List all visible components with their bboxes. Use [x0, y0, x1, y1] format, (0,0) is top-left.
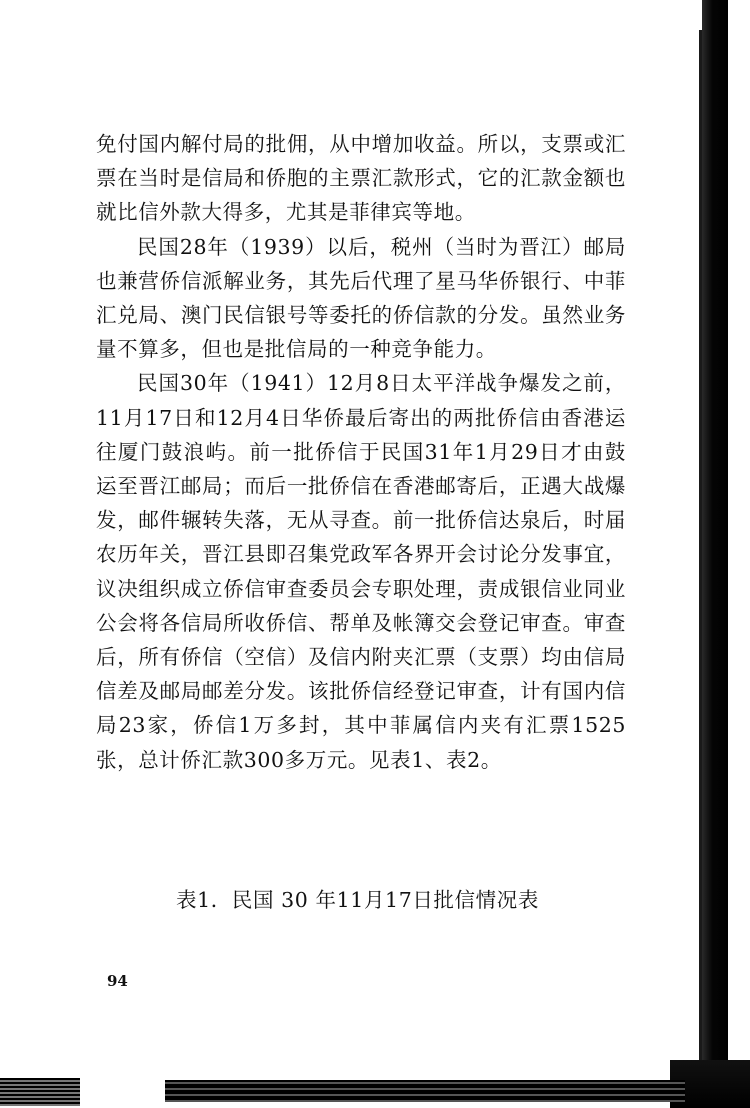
body-text [96, 127, 626, 777]
paragraph-1: 免付国内解付局的批佣，从中增加收益。所以，支票或汇票在当时是信局和侨胞的主票汇款形式，它的汇款金额也就比信外款大得多，尤其是菲律宾等地。 [96, 132, 626, 225]
page-number: 94 [107, 972, 128, 990]
scan-edge-line [699, 30, 702, 1070]
paragraph-2: 民国28年（1939）以后，税州（当时为晋江）邮局也兼营侨信派解业务，其先后代理了星马华侨银行、中菲汇兑局、澳门民信银号等委托的侨信款的分发。虽然业务量不算多，但也是批信局的一种竞争能力。 [96, 234, 626, 362]
scan-bottom-artifact [165, 1080, 685, 1102]
scan-bottom-left-artifact [0, 1078, 80, 1106]
table-caption: 表1．民国 30 年11月17日批信情况表 [176, 888, 539, 912]
paragraph-3: 民国30年（1941）12月8日太平洋战争爆发之前，11月17日和12月4日华侨最后寄出的两批侨信由香港运往厦门鼓浪屿。前一批侨信于民国31年1月29日才由鼓运至晋江邮局；而后一批侨信在香港邮寄后，正遇大战爆发，邮件辗转失落，无从寻查。前一批侨信达泉后，时届农历年关，晋江县即召集党政军各界开会讨论分发事宜，议决组织成立侨信审查委员会专职处理，责成银信业同业公会将各信局所收侨信、帮单及帐簿交会登记审查。审查后，所有侨信（空信）及信内附夹汇票（支票）均由信局信差及邮局邮差分发。该批侨信经登记审查，计有国内信局23家，侨信1万多封，其中菲属信内夹有汇票1525张，总计侨汇款300多万元。见表1、表2。 [96, 371, 626, 772]
scan-edge-shadow [702, 0, 728, 1060]
